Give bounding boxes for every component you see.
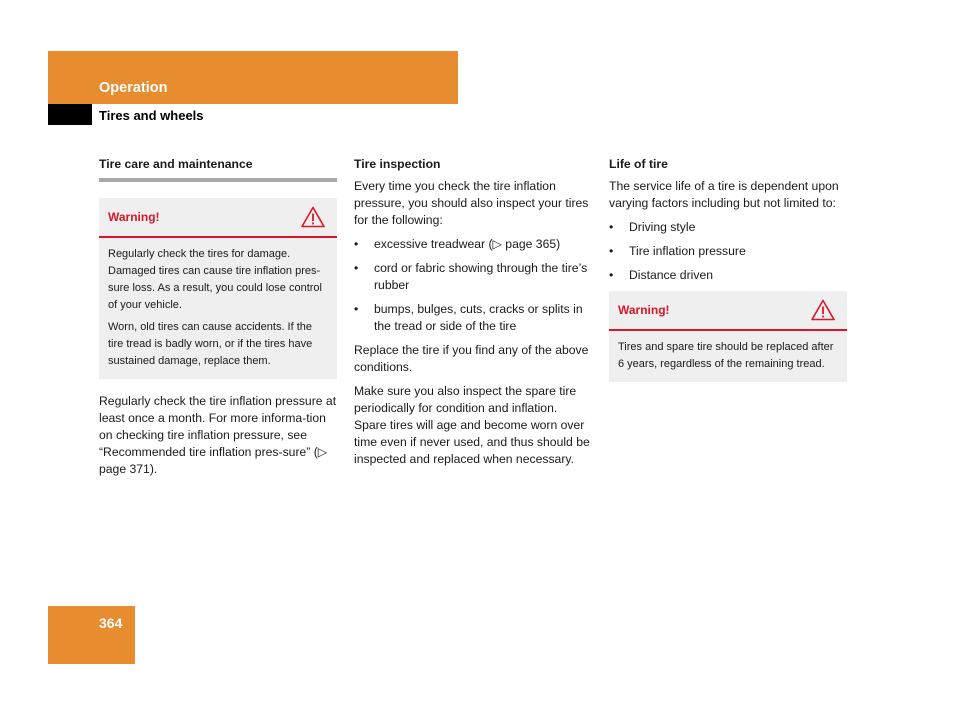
column-life-of-tire — [609, 156, 847, 392]
subsection-marker — [48, 104, 92, 125]
subsection-title: Tires and wheels — [99, 108, 204, 123]
warning-triangle-icon — [811, 299, 835, 321]
page-number: 364 — [99, 615, 123, 631]
warning-body — [609, 331, 847, 382]
warning-text: Worn, old tires can cause accidents. If the tire tread is badly worn, or if the tires have sustained damage, replace them. — [108, 321, 313, 367]
column-tire-care — [99, 156, 337, 485]
heading-life-of-tire: Life of tire — [609, 157, 668, 171]
heading-tire-inspection: Tire inspection — [354, 157, 441, 171]
list-item: • Tire inflation pressure — [609, 243, 847, 260]
warning-triangle-icon — [301, 206, 325, 228]
inspection-list — [354, 236, 592, 335]
paragraph-spare-tire: Make sure you also inspect the spare tire periodically for condition and inflation. Spare tires will age and become worn over time even if never used, and thus should be inspected and replaced when necessary. — [354, 384, 590, 466]
paragraph-intro: The service life of a tire is dependent upon varying factors including but not limited to: — [609, 179, 839, 210]
list-item: • Driving style — [609, 219, 847, 236]
column-tire-inspection — [354, 156, 592, 475]
warning-header — [99, 198, 337, 238]
paragraph-intro: Every time you check the tire inflation pressure, you should also inspect your tires for the following: — [354, 179, 589, 227]
warning-box-age — [609, 291, 847, 382]
list-item: • Distance driven — [609, 267, 847, 284]
warning-header — [609, 291, 847, 331]
warning-box-damage — [99, 198, 337, 379]
paragraph-replace: Replace the tire if you find any of the above conditions. — [354, 343, 589, 374]
warning-label: Warning! — [618, 302, 670, 317]
factors-list — [609, 219, 847, 284]
list-item: • bumps, bulges, cuts, cracks or splits in the tread or side of the tire — [354, 301, 592, 335]
warning-text: Regularly check the tires for damage. Damaged tires can cause tire inflation pres-sure loss. As a result, you could lose control of your vehicle. — [108, 248, 322, 311]
warning-text: Tires and spare tire should be replaced after 6 years, regardless of the remaining tread. — [618, 341, 834, 370]
warning-body — [99, 238, 337, 379]
heading-tire-care: Tire care and maintenance — [99, 156, 337, 182]
section-title: Operation — [99, 80, 168, 96]
warning-label: Warning! — [108, 209, 160, 224]
header-bar — [48, 51, 458, 104]
list-item: • excessive treadwear (▷ page 365) — [354, 236, 592, 253]
list-item: • cord or fabric showing through the tire’s rubber — [354, 260, 592, 294]
paragraph-inflation-check: Regularly check the tire inflation pressure at least once a month. For more informa-tion on checking tire inflation pressure, see “Recommended tire inflation pres-sure” (▷ page 371). — [99, 394, 337, 476]
